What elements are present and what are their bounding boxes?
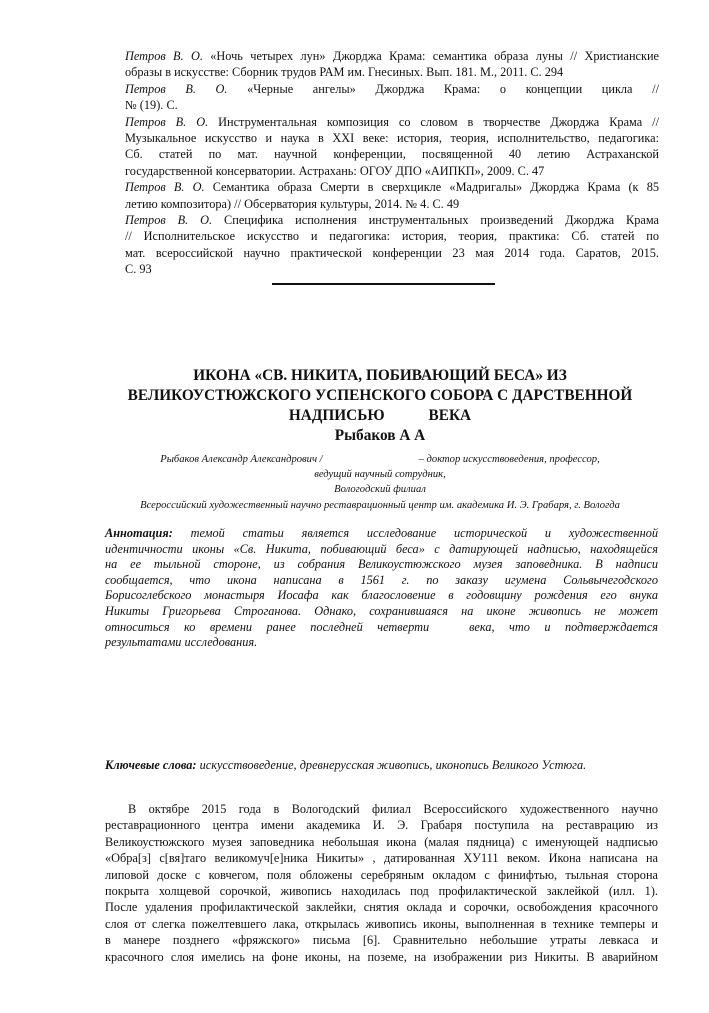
body-line: в манере позднего «фряжского» письма [6]. Сравнительно небольшие утраты левкаса и bbox=[105, 933, 658, 948]
body-line: реставрационного центра имени академика И. Э. Грабаря поступила на реставрацию из bbox=[105, 818, 658, 833]
author-full-name: Рыбаков Александр Александрович / bbox=[160, 454, 323, 465]
reference-line: № (19). С. bbox=[125, 98, 178, 113]
title-line: ИКОНА «СВ. НИКИТА, ПОБИВАЮЩИЙ БЕСА» ИЗ bbox=[193, 367, 567, 384]
abstract-line bbox=[105, 620, 658, 636]
abstract-line: идентичности иконы «Св. Никита, побивающий беса» с датирующей надписью, находящейся bbox=[105, 541, 658, 556]
body-line: После удаления профилактической заклейки, снятия оклада и сорочки, освобождения красочного bbox=[105, 900, 658, 915]
reference-author: Петров В. О. bbox=[125, 49, 203, 63]
reference-text: «Ночь четырех лун» Джорджа Крама: семантика образа луны // Христианские bbox=[202, 49, 659, 63]
keywords-label: Ключевые слова: bbox=[105, 758, 197, 772]
abstract-text: темой статьи является исследование исторической и художественной bbox=[172, 526, 658, 540]
body-line: «Обра[з] с[вя]таго великомуч[е]ника Никиты» , датированная XУ111 веком. Икона написана на bbox=[105, 851, 658, 866]
abstract-line: результатами исследования. bbox=[105, 635, 258, 650]
title-line: ВЕЛИКОУСТЮЖСКОГО УСПЕНСКОГО СОБОРА С ДАРСТВЕННОЙ bbox=[127, 387, 633, 404]
reference-line: мат. всероссийской научно практической конференции 23 мая 2014 года. Саратов, 2015. bbox=[125, 245, 659, 260]
body-line: Великоустюжского музея заповедника небольшая икона (малая пядница) с именующей надписью bbox=[105, 834, 658, 849]
reference-line: Музыкальное искусство и наука в XXI веке: история, теория, исполнительство, педагогика: bbox=[125, 131, 659, 146]
author-line bbox=[100, 452, 660, 467]
abstract-line: на ее тыльной стороне, из собрания Великоустюжского музея заповедника. В надписи bbox=[105, 557, 658, 572]
section-divider bbox=[272, 283, 495, 285]
author-short: Рыбаков А А bbox=[334, 427, 426, 444]
affiliation-institution: Всероссийский художественный научно реставрационный центр им. академика И. Э. Грабаря, г. Вологда bbox=[140, 499, 620, 511]
reference-line: С. 93 bbox=[125, 262, 152, 277]
reference-list bbox=[125, 48, 659, 278]
title-line bbox=[100, 406, 660, 426]
reference-author: Петров В. О. bbox=[125, 213, 213, 228]
reference-entry bbox=[125, 114, 659, 130]
body-line: слоя от слегка пожелтевшего лака, открылась живопись иконы, выполненная в технике темперы и bbox=[105, 916, 658, 931]
abstract-line: Никиты Григорьева Строганова. Однако, сохранившаяся на иконе живопись не может bbox=[105, 603, 658, 618]
reference-entry bbox=[125, 81, 659, 97]
keywords-text: искусствоведение, древнерусская живопись, иконопись Великого Устюга. bbox=[196, 758, 587, 772]
reference-text: Специфика исполнения инструментальных произведений Джорджа Крама bbox=[212, 213, 659, 228]
body-line: В октябре 2015 года в Вологодский филиал Всероссийского художественного научно bbox=[128, 802, 658, 816]
abstract-line: сообщается, что икона написана в 1561 г. по заказу игумена Сольвычегодского bbox=[105, 572, 658, 587]
reference-text: Инструментальная композиция со словом в творчестве Джорджа Крама // bbox=[208, 114, 659, 129]
reference-author: Петров В. О. bbox=[125, 114, 209, 129]
reference-author: Петров В. О. bbox=[125, 81, 228, 96]
abstract bbox=[105, 526, 658, 651]
abstract-text: относиться ко времени ранее последней четверти bbox=[105, 619, 430, 634]
author-details bbox=[100, 452, 660, 513]
body-line: покрыта холщевой сорочкой, живопись находилась под профилактической заклейкой (илл. 1). bbox=[105, 884, 658, 899]
abstract-label: Аннотация: bbox=[105, 526, 173, 540]
body-line: липовой доске с ковчегом, поля обложены серебряным окладом с финифтью, тыльная сторона bbox=[105, 867, 658, 882]
reference-entry bbox=[125, 48, 659, 64]
abstract-line bbox=[105, 526, 658, 542]
keywords bbox=[105, 757, 665, 773]
abstract-text: века, что и подтверждается bbox=[469, 619, 658, 634]
author-role-line: ведущий научный сотрудник, bbox=[314, 469, 446, 481]
reference-line: Сб. статей по мат. научной конференции, посвященной 40 летию Астраханской bbox=[125, 147, 659, 162]
reference-entry bbox=[125, 179, 659, 195]
reference-line: летию композитора) // Обсерватория культуры, 2014. № 4. С. 49 bbox=[125, 196, 460, 211]
title-fragment: НАДПИСЬЮ bbox=[288, 407, 385, 424]
title-fragment: ВЕКА bbox=[428, 407, 472, 424]
reference-author: Петров В. О. bbox=[125, 180, 205, 195]
reference-entry bbox=[125, 212, 659, 228]
author-role: – доктор искусствоведения, профессор, bbox=[418, 454, 600, 465]
reference-line: // Исполнительское искусство и педагогика: история, теория, практика: Сб. статей по bbox=[125, 229, 659, 244]
article-body bbox=[105, 801, 658, 965]
reference-line: государственной консерватории. Астрахань: ОГОУ ДПО «АИПКП», 2009. С. 47 bbox=[125, 163, 545, 178]
reference-text: «Черные ангелы» Джорджа Крама: о концепции цикла // bbox=[227, 81, 659, 96]
affiliation-branch: Вологодский филиал bbox=[334, 484, 426, 496]
reference-text: Семантика образа Смерти в сверхцикле «Мадригалы» Джорджа Крама (к 85 bbox=[204, 180, 659, 195]
reference-line: образы в искусстве: Сборник трудов РАМ им. Гнесиных. Вып. 181. М., 2011. С. 294 bbox=[125, 65, 564, 80]
article-title bbox=[100, 366, 660, 446]
abstract-line: Борисоглебского монастыря Иосафа как благословение в годовщину рождения его внука bbox=[105, 588, 658, 603]
body-line: красочного слоя имелись на фоне иконы, на поземе, на изображении риз Никиты. В аварийном bbox=[105, 949, 658, 964]
